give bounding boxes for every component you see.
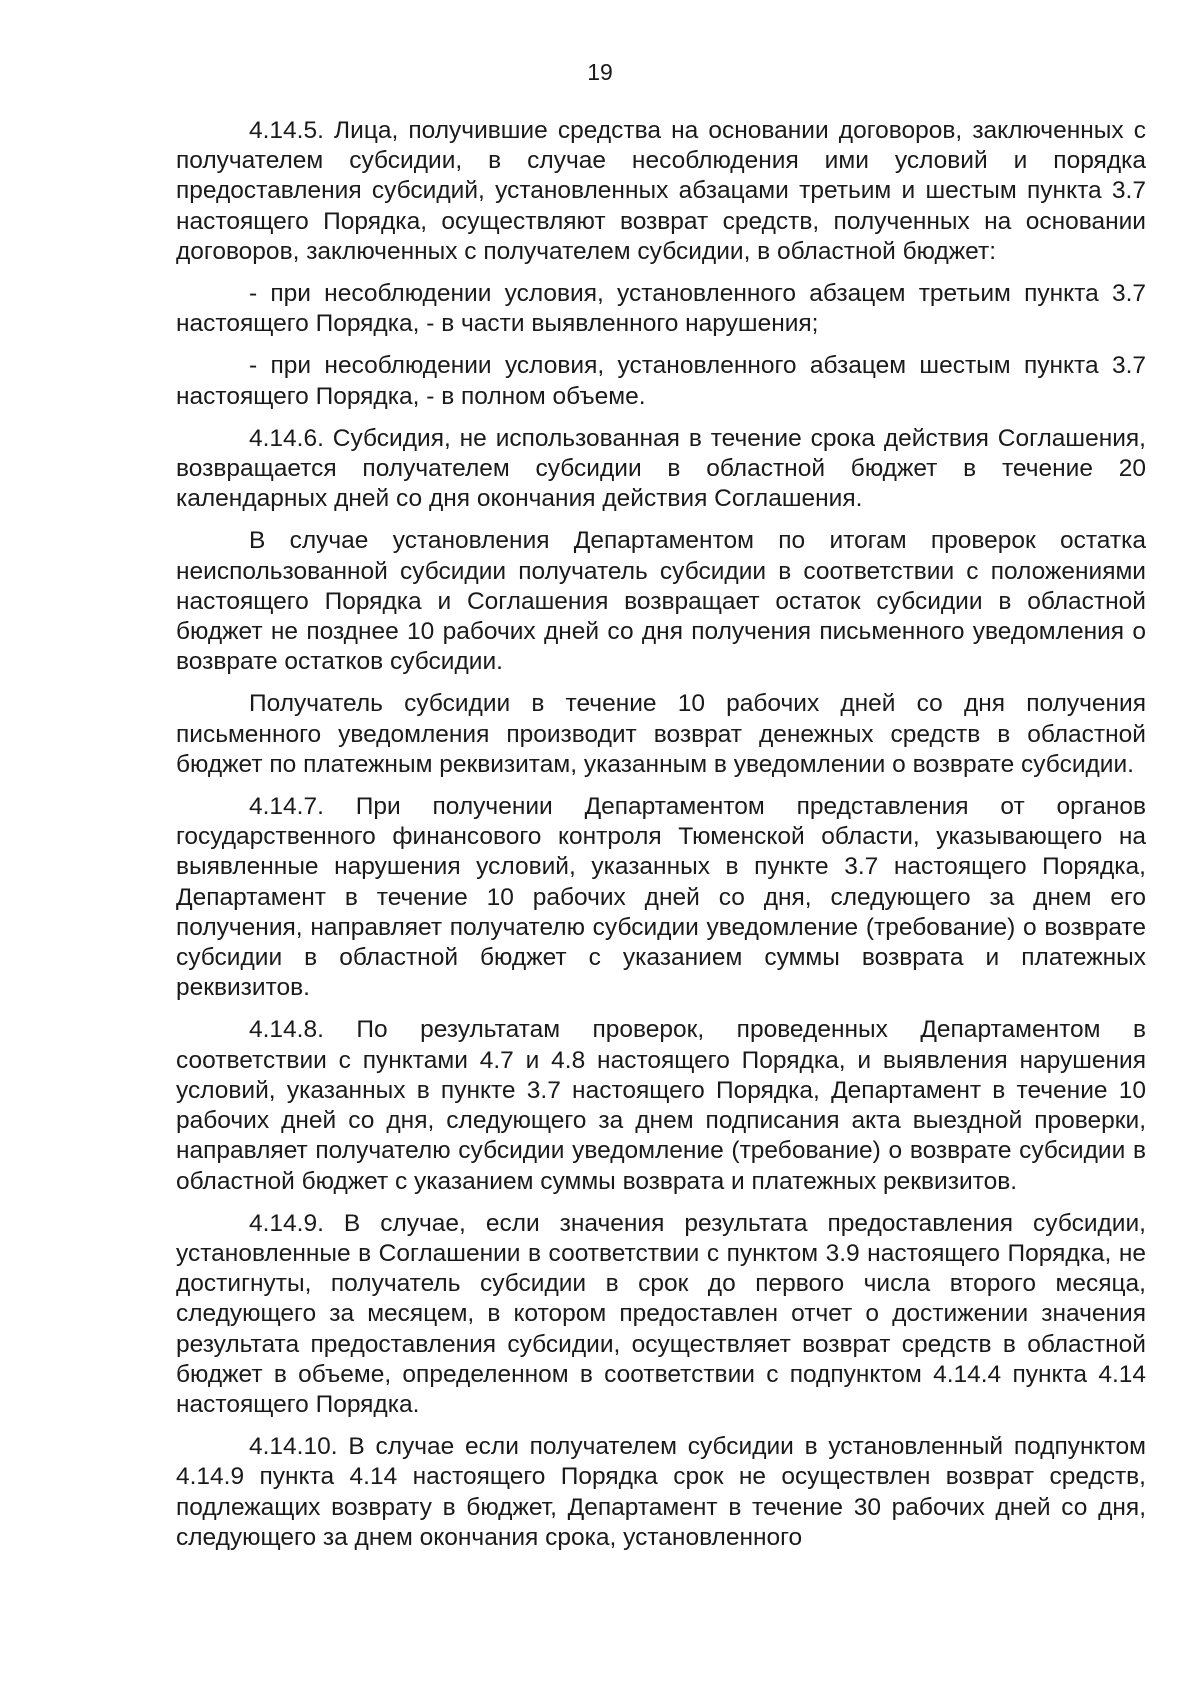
paragraph-4-14-7: 4.14.7. При получении Департаментом представления от органов государственного финансового контроля Тюменской области, указывающего на выявленные нарушения условий, указанных в пункте 3.7 настоящего Порядка, Департамент в течение 10 рабочих дней со дня, следующего за днем его получения, направляет получателю субсидии уведомление (требование) о возврате субсидии в областной бюджет с указанием суммы возврата и платежных реквизитов. bbox=[176, 793, 1146, 1002]
paragraph-payment-details: Получатель субсидии в течение 10 рабочих дней со дня получения письменного уведомления производит возврат денежных средств в областной бюджет по платежным реквизитам, указанным в уведомлении о возврате субсидии. bbox=[176, 690, 1146, 778]
paragraph-4-14-5: 4.14.5. Лица, получившие средства на основании договоров, заключенных с получателем субсидии, в случае несоблюдения ими условий и порядка предоставления субсидий, установленных абзацами третьим и шестым пункта 3.7 настоящего Порядка, осуществляют возврат средств, полученных на основании договоров, заключенных с получателем субсидии, в областной бюджет: bbox=[176, 117, 1146, 265]
paragraph-4-14-10: 4.14.10. В случае если получателем субсидии в установленный подпунктом 4.14.9 пункта 4.14 настоящего Порядка срок не осуществлен возврат средств, подлежащих возврату в бюджет, Департамент в течение 30 рабочих дней со дня, следующего за днем окончания срока, установленного bbox=[176, 1433, 1146, 1551]
document-body bbox=[176, 116, 1146, 1565]
paragraph-remainder-return: В случае установления Департаментом по итогам проверок остатка неиспользованной субсидии получатель субсидии в соответствии с положениями настоящего Порядка и Соглашения возвращает остаток субсидии в областной бюджет не позднее 10 рабочих дней со дня получения письменного уведомления о возврате остатков субсидии. bbox=[176, 527, 1146, 676]
list-item-sixth-paragraph: - при несоблюдении условия, установленного абзацем шестым пункта 3.7 настоящего Порядка, - в полном объеме. bbox=[176, 352, 1146, 410]
page-number: 19 bbox=[587, 59, 613, 85]
list-item-third-paragraph: - при несоблюдении условия, установленного абзацем третьим пункта 3.7 настоящего Порядка, - в части выявленного нарушения; bbox=[176, 280, 1146, 338]
paragraph-4-14-8: 4.14.8. По результатам проверок, проведенных Департаментом в соответствии с пунктами 4.7 и 4.8 настоящего Порядка, и выявления нарушения условий, указанных в пункте 3.7 настоящего Порядка, Департамент в течение 10 рабочих дней со дня, следующего за днем подписания акта выездной проверки, направляет получателю субсидии уведомление (требование) о возврате субсидии в областной бюджет с указанием суммы возврата и платежных реквизитов. bbox=[176, 1016, 1146, 1195]
paragraph-4-14-6: 4.14.6. Субсидия, не использованная в течение срока действия Соглашения, возвращается получателем субсидии в областной бюджет в течение 20 календарных дней со дня окончания действия Соглашения. bbox=[176, 424, 1146, 513]
paragraph-4-14-9: 4.14.9. В случае, если значения результата предоставления субсидии, установленные в Соглашении в соответствии с пунктом 3.9 настоящего Порядка, не достигнуты, получатель субсидии в срок до первого числа второго месяца, следующего за месяцем, в котором предоставлен отчет о достижении значения результата предоставления субсидии, осуществляет возврат средств в областной бюджет в объеме, определенном в соответствии с подпунктом 4.14.4 пункта 4.14 настоящего Порядка. bbox=[176, 1209, 1146, 1418]
